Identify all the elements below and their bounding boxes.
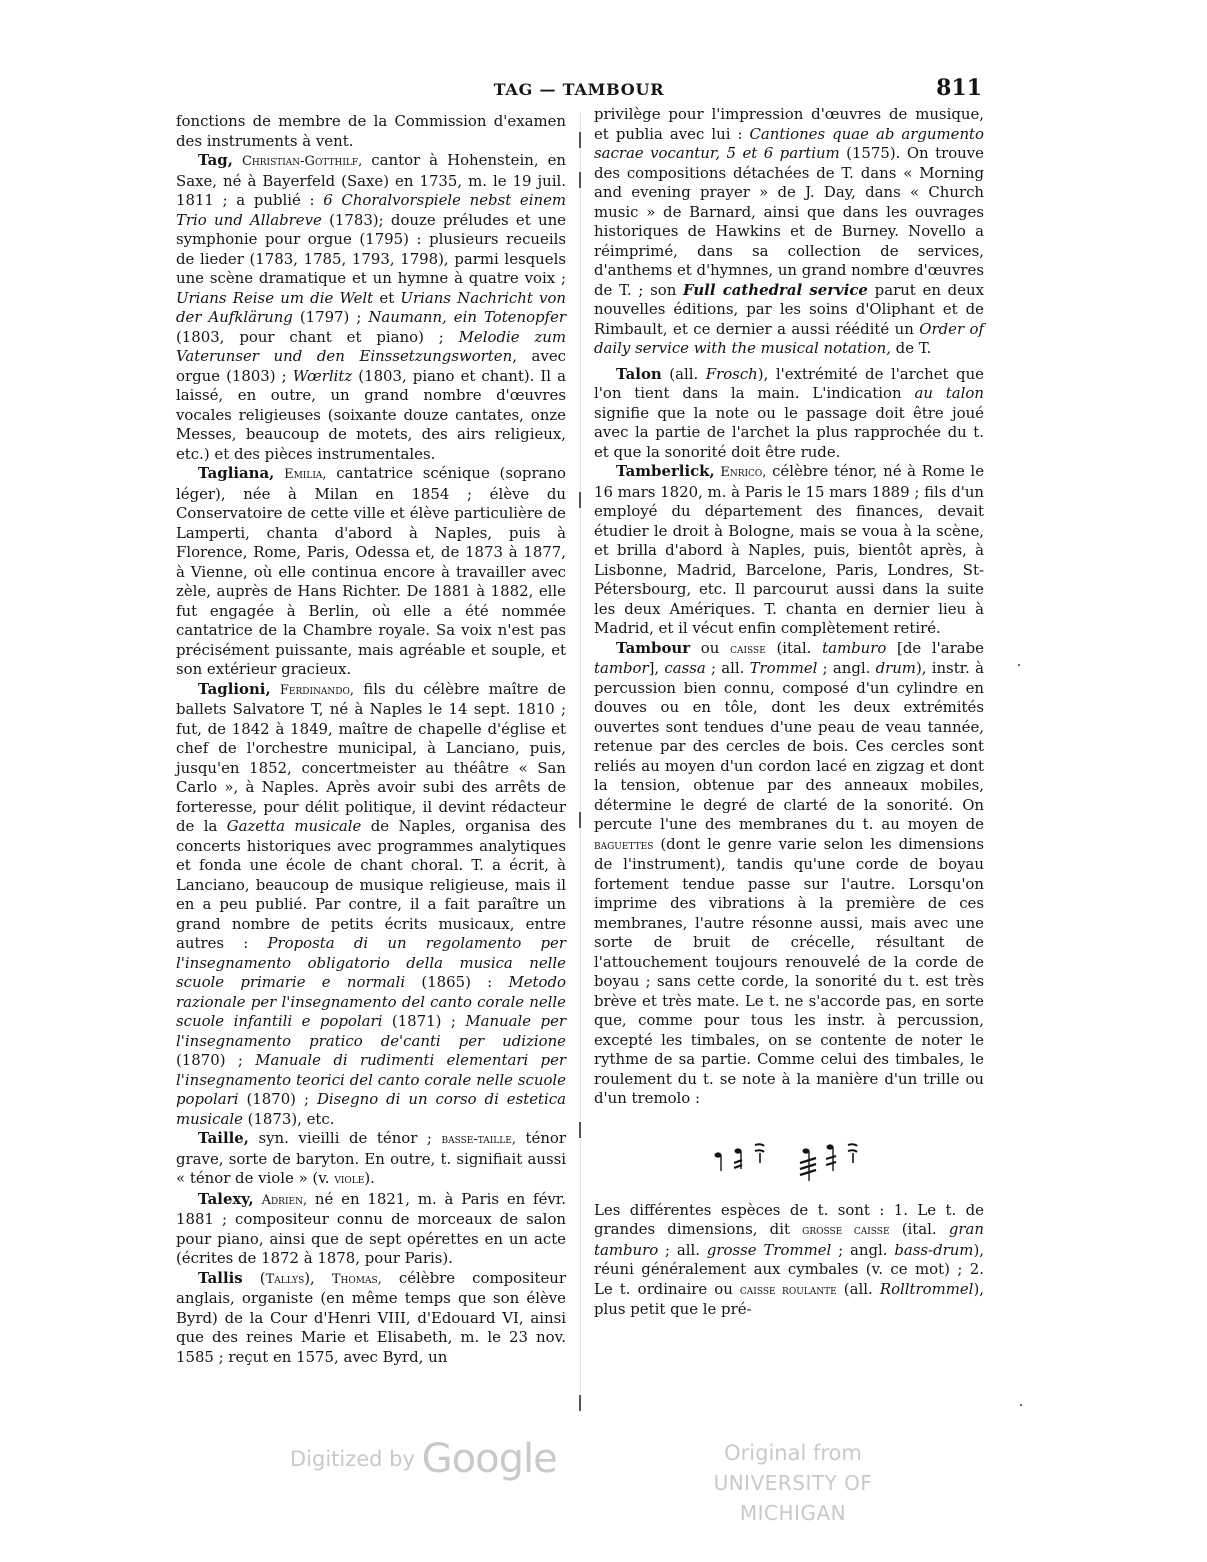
drum-roll-notation <box>710 1123 880 1193</box>
work-title: Full cathedral service <box>683 280 868 299</box>
work-title: Cantiones quae ab argumento sacrae vocantur, 5 et 6 partium <box>594 124 984 162</box>
term: tamburo <box>822 638 887 657</box>
print-speck <box>1018 664 1020 666</box>
work-title: Wœrlitz <box>292 366 353 385</box>
work-title: Urians Nachricht von der Aufklärung <box>176 288 566 326</box>
entry-tambour: Tambour ou caisse (ital. tamburo [de l'arabe tambor], cassa ; all. Trommel ; angl. drum), instr. à percussion bien connu, composé d'un cylindre en douves ou en tôle, dont les deux extrémités ouvertes sont tendues d'une peau de veau tannée, retenue par des cercles de bois. Ces cercles sont reliés au moyen d'un cordon lacé en zigzag et dont la tension, obtenue par des anneaux mobiles, détermine le degré de clarté de la sonorité. On percute l'une des membranes du t. au moyen de baguettes (dont le genre varie selon les dimensions de l'instrument), tandis qu'une corde de boyau fortement tendue passe sur l'autre. Lorsqu'on imprime des vibrations à la première de ces membranes, l'autre résonne aussi, mais avec une sorte de bruit de crécelle, résultant de l'attouchement toujours renouvelé de la corde de boyau ; sans cette corde, la sonorité du t. est très brève et très mate. Le t. ne s'accorde pas, en sorte que, comme pour tous les instr. à percussion, excepté les timbales, on se contente de noter le rythme de sa partie. Comme celui des timbales, le roulement du t. se note à la manière d'un trille ou d'un tremolo : <box>594 638 984 1107</box>
headword: Taglioni, <box>198 679 271 698</box>
headword: Tag, <box>198 151 233 169</box>
term: bass-drum <box>894 1240 974 1259</box>
entry-taglioni: Taglioni, Ferdinando, fils du célèbre maître de ballets Salvatore T, né à Naples le 14 sept. 1810 ; fut, de 1842 à 1849, maître de chapelle d'église et chef de l'orchestre municipal, à Lanciano, puis, jusqu'en 1852, concertmeister au théâtre « San Carlo », à Naples. Après avoir subi des arrêts de forteresse, pour délit politique, il devint rédacteur de la Gazetta musicale de Naples, organisa des concerts historiques avec programmes analytiques et fonda une école de chant choral. T. a écrit, à Lanciano, beaucoup de musique religieuse, mais il en a peu publié. Par contre, il a fait paraître un grand nombre de petits écrits musicaux, entre autres : Proposta di un regolamento per l'insegnamento obligatorio della musica nelle scuole primarie e normali (1865) : Metodo razionale per l'insegnamento del canto corale nelle scuole infantili e popolari (1871) ; Manuale per l'insegnamento pratico de'canti per udizione (1870) ; Manuale di rudimenti elementari per l'insegnamento teorici del canto corale nelle scuole popolari (1870) ; Disegno di un corso di estetica musicale (1873), etc. <box>176 679 567 1128</box>
original-from-label: Original from <box>724 1441 862 1465</box>
google-logo: Google <box>421 1436 557 1482</box>
work-title: Proposta di un regolamento per l'insegnamento obligatorio della musica nelle scuole primarie e normali <box>176 934 566 991</box>
term: gran tamburo <box>594 1220 984 1259</box>
entry-talon: Talon (all. Frosch), l'extrémité de l'archet que l'on tient dans la main. L'indication au talon signifie que la note ou le passage doit être joué avec la partie de l'archet la plus rapprochée du t. et que la sonorité doit être rude. <box>594 364 984 461</box>
given-name: Thomas, <box>331 1271 382 1287</box>
headword: Tallis <box>198 1268 243 1287</box>
right-column <box>594 105 984 1320</box>
term: Trommel <box>749 659 818 677</box>
entry-tallis-continued: privilège pour l'impression d'œuvres de musique, et publia avec lui : Cantiones quae ab argumento sacrae vocantur, 5 et 6 partium (1575). On trouve des compositions détachées de T. dans « Morning and evening prayer » de J. Day, dans « Church music » de Barnard, ainsi que dans les ouvrages historiques de Hawkins et de Burney. Novello a réimprimé, dans sa collection de services, d'anthems et d'hymnes, un grand nombre d'œuvres de T. ; son Full cathedral service parut en deux nouvelles éditions, par les soins d'Oliphant et de Rimbault, et ce dernier a aussi réédité un Order of daily service with the musical notation, de T. <box>594 105 985 357</box>
print-speck <box>1020 1404 1022 1406</box>
given-name: Enrico, <box>720 465 767 480</box>
work-title: Gazetta musicale <box>226 817 362 835</box>
work-title: Urians Reise um die Welt <box>176 288 374 307</box>
headword: Talon <box>616 364 662 383</box>
digitized-by-label: Digitized by <box>290 1447 415 1471</box>
work-title: Melodie zum Vaterunser und den Einssetzungsworten <box>176 327 567 365</box>
work-title: Metodo razionale per l'insegnamento del canto corale nelle scuole infantili e popolari <box>176 973 567 1030</box>
entry-tambour-types: Les différentes espèces de t. sont : 1. Le t. de grandes dimensions, dit grosse caisse (ital. gran tamburo ; all. grosse Trommel ; angl. bass-drum), réuni généralement aux cymbales (v. ce mot) ; 2. Le t. ordinaire ou caisse roulante (all. Rolltrommel), plus petit que le pré- <box>594 1200 984 1318</box>
page-header <box>176 75 982 108</box>
entry-tamberlick: Tamberlick, Enrico, célèbre ténor, né à Rome le 16 mars 1820, m. à Paris le 15 mars 1889 ; fils d'un employé du département des finances, devait étudier le droit à Bologne, mais se voua à la scène, et brilla d'abord à Naples, puis, bientôt après, à Lisbonne, Madrid, Barcelone, Paris, Londres, St-Pétersbourg, etc. Il parcourut aussi dans la suite les deux Amériques. T. chanta en dernier lieu à Madrid, et il vécut enfin complètement retiré. <box>594 462 985 637</box>
variant-name: Tallys <box>265 1271 305 1287</box>
original-from-watermark <box>668 1438 918 1528</box>
term: cassa <box>664 659 706 677</box>
headword: Taille, <box>198 1129 249 1147</box>
entry-continuation: fonctions de membre de la Commission d'examen des instruments à vent. <box>176 112 566 150</box>
headword: Tagliana, <box>198 464 275 482</box>
work-title: Order of daily service with the musical notation, <box>594 319 984 357</box>
institution-name: UNIVERSITY OF MICHIGAN <box>713 1471 873 1525</box>
cross-reference: caisse roulante <box>739 1282 837 1298</box>
music-notation-example <box>594 1115 984 1195</box>
synonym: caisse <box>730 641 766 657</box>
work-title: 6 Choralvorspiele nebst einem Trio und Allabreve <box>176 191 566 229</box>
work-title: Manuale per l'insegnamento pratico de'canti per udizione <box>176 1012 567 1050</box>
entry-tag: Tag, Christian-Gotthilf, cantor à Hohenstein, en Saxe, né à Bayerfeld (Saxe) en 1735, m. le 19 juil. 1811 ; a publié : 6 Choralvorspiele nebst einem Trio und Allabreve (1783); douze préludes et une symphonie pour orgue (1795) : plusieurs recueils de lieder (1783, 1785, 1793, 1798), parmi lesquels une scène dramatique et un hymne à quatre voix ; Urians Reise um die Welt et Urians Nachricht von der Aufklärung (1797) ; Naumann, ein Totenopfer (1803, pour chant et piano) ; Melodie zum Vaterunser und den Einssetzungsworten, avec orgue (1803) ; Wœrlitz (1803, piano et chant). Il a laissé, en outre, un grand nombre d'œuvres vocales religieuses (soixante douze cantates, onze Messes, beaucoup de motets, des airs religieux, etc.) et des pièces instrumentales. <box>176 151 567 463</box>
cross-reference: viole <box>334 1172 365 1187</box>
entry-taille: Taille, syn. vieilli de ténor ; basse-taille, ténor grave, sorte de baryton. En outre, t. signifiait aussi « ténor de viole » (v. viole). <box>176 1129 566 1187</box>
headword: Talexy, <box>198 1189 254 1208</box>
term: tambor <box>594 659 649 677</box>
digitized-by-watermark <box>290 1436 557 1482</box>
term: Rolltrommel <box>879 1279 974 1298</box>
entry-tallis: Tallis (Tallys), Thomas, célèbre compositeur anglais, organiste (en même temps que son élève Byrd) de la Cour d'Henri VIII, d'Edouard VI, ainsi que des reines Marie et Elisabeth, m. le 23 nov. 1585 ; reçut en 1575, avec Byrd, un <box>176 1268 566 1366</box>
work-title: Naumann, ein Totenopfer <box>368 308 567 326</box>
work-title: Disegno di un corso di estetica musicale <box>176 1090 567 1128</box>
page-number: 811 <box>936 75 982 101</box>
running-head: TAG — TAMBOUR <box>493 80 665 99</box>
entry-tagliana: Tagliana, Emilia, cantatrice scénique (soprano léger), née à Milan en 1854 ; élève du Conservatoire de cette ville et élève particulière de Lamperti, chanta d'abord à Naples, puis à Florence, Rome, Paris, Odessa et, de 1873 à 1877, à Vienne, où elle continua encore à travailler avec zèle, auprès de Hans Richter. De 1881 à 1882, elle fut engagée à Berlin, où elle a été nommée cantatrice de la Chambre royale. Sa voix n'est pas précisément puissante, mais agréable et souple, et son extérieur gracieux. <box>176 464 567 678</box>
given-name: Emilia, <box>284 467 327 482</box>
term: grosse Trommel <box>706 1240 832 1259</box>
column-divider <box>580 112 581 1412</box>
cross-reference: baguettes <box>594 837 654 853</box>
headword: Tambour <box>616 638 691 657</box>
given-name: Ferdinando, <box>279 682 355 698</box>
german-term: Frosch <box>705 364 758 383</box>
work-title: Manuale di rudimenti elementari per l'insegnamento teorici del canto corale nelle scuole popolari <box>176 1051 567 1108</box>
entry-talexy: Talexy, Adrien, né en 1821, m. à Paris en févr. 1881 ; compositeur connu de morceaux de salon pour piano, ainsi que de sept opérettes en un acte (écrites de 1872 à 1878, pour Paris). <box>176 1189 567 1267</box>
left-column <box>176 112 566 1367</box>
term: drum <box>875 659 916 677</box>
term: au talon <box>914 384 984 402</box>
given-name: Christian-Gotthilf, <box>241 154 363 169</box>
given-name: Adrien, <box>261 1192 308 1208</box>
cross-reference: grosse caisse <box>802 1223 890 1238</box>
headword: Tamberlick, <box>616 462 715 480</box>
cross-reference: basse-taille, <box>441 1132 516 1147</box>
